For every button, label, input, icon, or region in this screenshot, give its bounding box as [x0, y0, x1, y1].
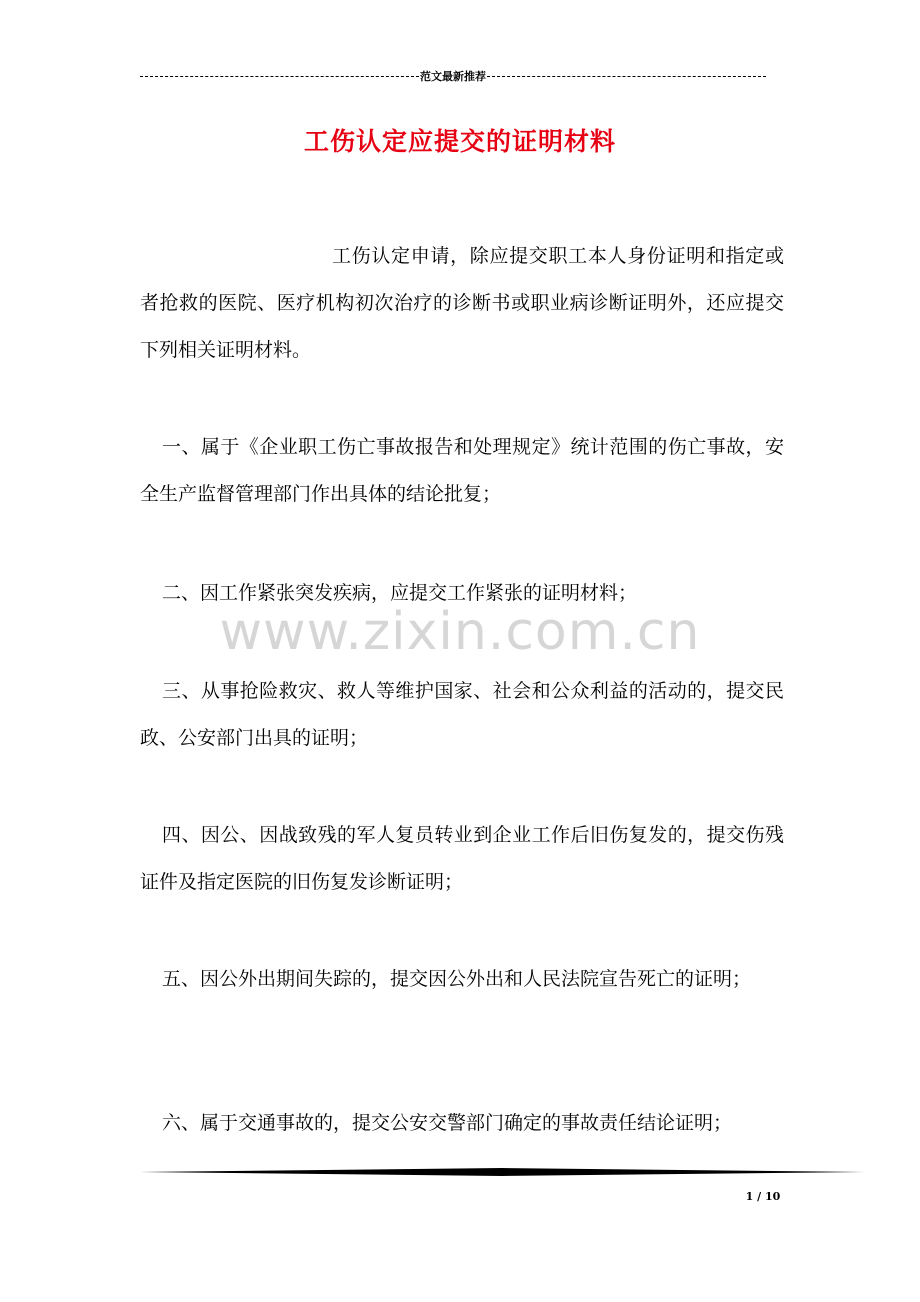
list-item: 四、因公、因战致残的军人复员转业到企业工作后旧伤复发的，提交伤残证件及指定医院的旧伤复发诊断证明； [140, 824, 784, 893]
list-item: 六、属于交通事故的，提交公安交警部门确定的事故责任结论证明； [162, 1112, 733, 1134]
watermark: www.zixin.com.cn [219, 602, 701, 662]
document-title: 工伤认定应提交的证明材料 [303, 127, 616, 156]
list-item: 三、从事抢险救灾、救人等维护国家、社会和公众利益的活动的，提交民政、公安部门出具的证明； [140, 680, 784, 749]
list-item: 二、因工作紧张突发疾病，应提交工作紧张的证明材料； [162, 582, 638, 604]
footer-rule [140, 1165, 864, 1179]
intro-paragraph: 工伤认定申请，除应提交职工本人身份证明和指定或者抢救的医院、医疗机构初次治疗的诊断书或职业病诊断证明外，还应提交下列相关证明材料。 [140, 245, 784, 361]
page-header [140, 68, 766, 84]
header-label: 范文最新推荐 [420, 70, 486, 83]
list-item: 一、属于《企业职工伤亡事故报告和处理规定》统计范围的伤亡事故，安全生产监督管理部门作出具体的结论批复； [140, 436, 784, 505]
header-dash-left [140, 76, 419, 77]
header-dash-right [487, 76, 766, 77]
list-item: 五、因公外出期间失踪的，提交因公外出和人民法院宣告死亡的证明； [162, 968, 752, 990]
page-number: 1 / 10 [745, 1190, 781, 1203]
